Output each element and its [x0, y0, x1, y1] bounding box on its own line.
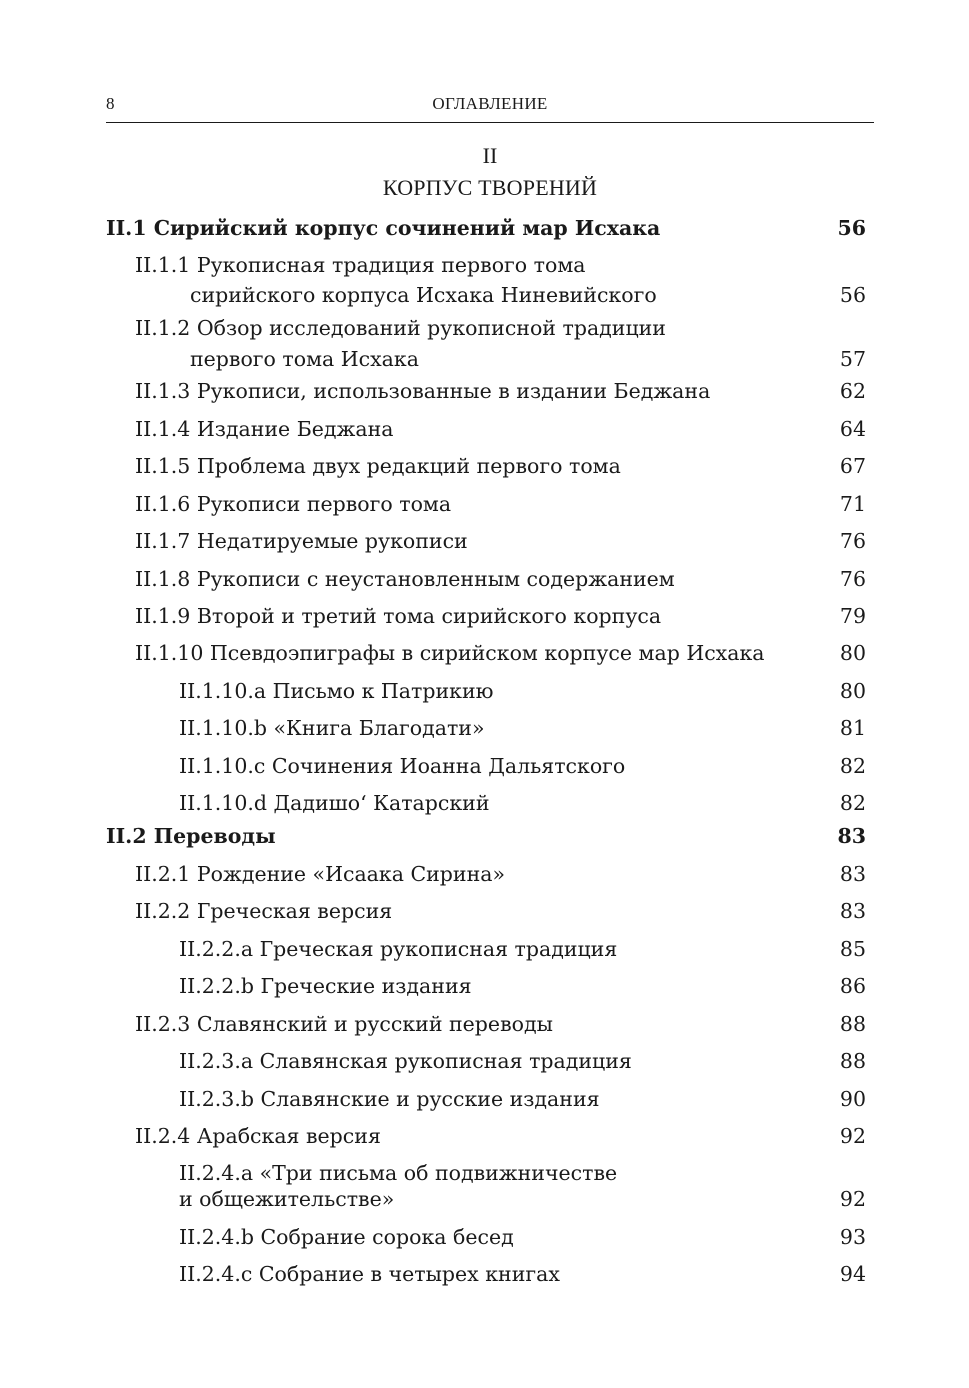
toc-entry-page: 92: [839, 1187, 866, 1211]
toc-entry-page: 83: [839, 899, 866, 923]
toc-entry-page: 80: [839, 641, 866, 665]
toc-entry-page: 57: [839, 347, 866, 371]
part-number: II: [482, 143, 498, 168]
toc-entry-title: II.1.10.b «Книга Благодати»: [179, 716, 485, 740]
toc-entry-title: II.2.4 Арабская версия: [135, 1124, 381, 1148]
toc-entry-title: II.1.9 Второй и третий тома сирийского корпуса: [135, 604, 662, 628]
toc-entry-title: II.2.4.a «Три письма об подвижничестве: [179, 1161, 618, 1185]
toc-entry-title: II.1.8 Рукописи с неустановленным содержанием: [135, 567, 675, 591]
running-head: [106, 92, 874, 123]
toc-entry-page: 64: [839, 417, 866, 441]
toc-entry-page: 94: [839, 1262, 866, 1286]
toc-entry-title: II.1.10.a Письмо к Патрикию: [179, 679, 494, 703]
toc-entry-page: 82: [839, 754, 866, 778]
toc-entry-title: II.2.3.b Славянские и русские издания: [179, 1087, 600, 1111]
toc-entry-title: II.1.5 Проблема двух редакций первого тома: [135, 454, 621, 478]
toc-entry-title: II.1.10.d Дадишо‘ Катарский: [179, 791, 490, 815]
toc-entry-title-line2: сирийского корпуса Исхака Ниневийского: [190, 283, 657, 307]
toc-entry-page: 76: [839, 529, 866, 553]
toc-entry-title: II.2.2 Греческая версия: [135, 899, 393, 923]
toc-entry-page: 82: [839, 791, 866, 815]
toc-entry-title: II.2 Переводы: [106, 824, 276, 848]
part-title: КОРПУС ТВОРЕНИЙ: [382, 175, 598, 200]
toc-entry-title: II.1.4 Издание Беджана: [135, 417, 394, 441]
running-title: ОГЛАВЛЕНИЕ: [432, 94, 548, 113]
toc-entry-page: 56: [839, 283, 866, 307]
toc-entry-title: II.2.2.b Греческие издания: [179, 974, 472, 998]
toc-entry-title-line2: и общежительстве»: [179, 1187, 395, 1211]
toc-entry-page: 85: [839, 937, 866, 961]
toc-entry-title: II.1 Сирийский корпус сочинений мар Исхака: [106, 216, 661, 240]
toc-entry-title: II.1.1 Рукописная традиция первого тома: [135, 253, 586, 277]
toc-entry-page: 67: [839, 454, 866, 478]
toc-entry-title: II.1.10 Псевдоэпиграфы в сирийском корпусе мар Исхака: [135, 641, 765, 665]
toc-entry-page: 62: [839, 379, 866, 403]
toc-entry-title: II.1.3 Рукописи, использованные в издании Беджана: [135, 379, 711, 403]
page-number: 8: [106, 94, 115, 113]
toc-entry-page: 80: [839, 679, 866, 703]
toc-entry-title: II.1.10.c Сочинения Иоанна Дальятского: [179, 754, 626, 778]
toc-entry-title-line2: первого тома Исхака: [190, 347, 419, 371]
toc-entry-page: 92: [839, 1124, 866, 1148]
toc-entry-page: 71: [839, 492, 866, 516]
toc-entry-page: 81: [839, 716, 866, 740]
toc-entry-page: 93: [839, 1225, 866, 1249]
toc-entry-title: II.1.7 Недатируемые рукописи: [135, 529, 468, 553]
toc-entry-page: 83: [837, 824, 866, 848]
toc-entry-title: II.2.4.c Собрание в четырех книгах: [179, 1262, 560, 1286]
toc-entry-title: II.1.6 Рукописи первого тома: [135, 492, 452, 516]
toc-entry-page: 76: [839, 567, 866, 591]
toc-entry-page: 88: [839, 1049, 866, 1073]
toc-entry-page: 83: [839, 862, 866, 886]
toc-entry-title: II.2.3.a Славянская рукописная традиция: [179, 1049, 632, 1073]
toc-entry-page: 86: [839, 974, 866, 998]
toc-entry-title: II.1.2 Обзор исследований рукописной традиции: [135, 316, 666, 340]
toc-entry-title: II.2.1 Рождение «Исаака Сирина»: [135, 862, 506, 886]
toc-entry-title: II.2.4.b Собрание сорока бесед: [179, 1225, 514, 1249]
toc-entry-title: II.2.2.a Греческая рукописная традиция: [179, 937, 618, 961]
toc-entry-page: 88: [839, 1012, 866, 1036]
toc-entry-title: II.2.3 Славянский и русский переводы: [135, 1012, 553, 1036]
toc-entry-page: 79: [839, 604, 866, 628]
toc-entry-page: 56: [837, 216, 866, 240]
toc-entry-page: 90: [839, 1087, 866, 1111]
